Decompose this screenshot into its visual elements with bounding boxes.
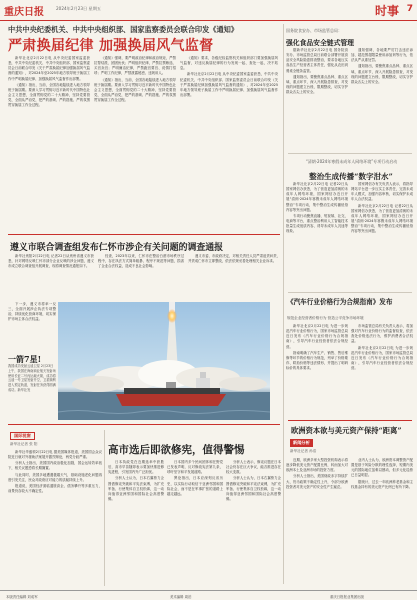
bottom-main-paragraph: 日本执政党在近期选举中获胜后，高市早苗随即表示要加快推进修宪进程，引发国内外广泛担忧。	[108, 460, 164, 475]
right-top-paragraph: 据新华社北京2月22日电 国务院食安办、市场监管总局日前联合部署开展食品安全风险隐患排查整治，要求各地压实食品生产经营者主体责任，强化从农田到餐桌全链条监管。	[286, 48, 348, 73]
lead-column-3	[180, 56, 278, 228]
bottom-main-column-2	[167, 460, 223, 586]
right-third-paragraph: 新华社北京2月22日电 为进一步规范汽车行业价格行为，国家市场监管总局近日发布《汽车行业价格行为合规指南》，引导汽车行业经营者依法合规经营。	[286, 324, 348, 349]
right-bottom-paragraph: 近期，欧洲多家大型投资机构表示将逐步降低美元资产配置比例，转而加大对欧洲本土及亚洲市场的投资力度。	[286, 458, 348, 473]
bottom-main-paragraph: 日本国内多个民间团体和在野党已发表声明，反对修改宪法第九条，呼吁坚守和平发展道路。	[167, 460, 223, 475]
lead-column-2	[94, 56, 176, 228]
mid-headline: 遵义市联合调查组发布仁怀市涉企有关问题的调查通报	[10, 243, 223, 253]
right-second-paragraph: 专项行动聚焦直播、短视频、社交、电商等平台，重点整治利用人工智能技术批量生成低质内容、诱导未成年人沉迷等现象。	[286, 213, 348, 234]
lead-kicker: 中共中央纪委机关、中共中央组织部、国家监察委员会联合印发《通知》	[8, 25, 239, 34]
right-third-subhead: 规范企业经营者价格行为 营造公平竞争市场环境	[287, 316, 364, 320]
right-bottom-paragraph: 业内人士认为，欧洲资本调整资产配置是基于风险分散的理性选择，短期内美元的国际地位虽难以撼动，但多元化趋势已日益明显。	[351, 458, 413, 478]
side-headline: 一箭7星!	[8, 354, 42, 364]
section-rule	[8, 424, 280, 425]
right-top-column-2	[351, 48, 413, 148]
right-second-headline: 整治生成传播“数字泔水”	[309, 172, 393, 181]
bottom-headline: 高市选后即欲修宪，值得警惕	[108, 444, 245, 456]
lead-paragraph: 《通知》要求，各级纪检监察机关和组织部门要加强换届风气监督，对违反换届纪律的行为发现一起、查处一起，决不姑息。	[180, 56, 278, 71]
footer-publisher: 重庆日报报业集团出版	[330, 595, 364, 599]
right-top-paragraph: 通知指出，要聚焦重点品种、重点区域、重点环节，深入开展隐患排查，对发现的问题建立台账、限期整改，切实守护群众舌尖上的安全。	[351, 64, 413, 84]
masthead	[0, 0, 417, 21]
right-second-paragraph: 新华社北京2月22日电 记者22日从国家网信办获悉，为了营造更加清朗的未成年人网络环境，国家网信办近日开展“清朗·2024年寒假未成年人网络环境整治”专项行动，集中整治生成传播低俗内容等突出问题。	[351, 203, 413, 234]
right-top-paragraph: 通知强调，各地要严厉打击违法添加、超范围超限量使用添加剂等行为，依法从严从重处罚。	[351, 48, 413, 63]
right-second-column-2	[351, 182, 413, 288]
brand-name: 重庆日报	[4, 7, 44, 18]
section-rule	[8, 234, 280, 235]
right-bottom-column-2	[351, 458, 413, 586]
lead-paragraph: 《通知》强调，要严明政治纪律和政治规矩，严禁拉帮结派、团团伙伙；严明组织纪律，严禁拉票贿选、买官卖官；严明廉洁纪律，严禁跑官要官、说情打招呼；严明工作纪律，严禁泄露秘密、违规用人。	[94, 56, 176, 76]
right-top-paragraph: 通知指出，要聚焦重点品种、重点区域、重点环节，深入开展隐患排查，对发现的问题建立台账、限期整改，切实守护群众舌尖上的安全。	[286, 74, 348, 95]
rocket-launch-photo	[58, 302, 270, 420]
bottom-left-column	[8, 450, 102, 586]
mid-paragraph: 下一步，遵义市将举一反三，全面开展涉企执法专项整治，持续优化营商环境，切实保护市场主体合法权益。	[8, 302, 56, 322]
page-number: 7	[406, 4, 413, 14]
rocket-launch-illustration	[58, 302, 270, 420]
mid-paragraph: 经查，2023年以来，仁怀市在整治白酒市场秩序过程中，存在执法方式简单粗暴、程序不规范等问题，损害了企业合法权益，造成不良社会影响。	[98, 254, 184, 269]
right-second-paragraph: 国家网信办有关负责人表示，将指导网站平台进一步压实主体责任，完善未成年人模式，加强内容审核，切实保护未成年人合法权益。	[351, 182, 413, 202]
bottom-main-paragraph: 分析人士表示，修宪议题在日本社会仍存在巨大争议，能否推进存在较大变数。	[226, 460, 281, 475]
right-bottom-byline: 新华社记者 孙浩	[290, 449, 317, 453]
page-footer	[0, 590, 417, 600]
section-title: 时事	[374, 4, 399, 18]
right-third-paragraph: 指南明确了汽车生产、销售、售后维修等环节的价格行为规范，列举了价格欺诈、哄抬价格等违法情形，并提出了明码标价的具体要求。	[286, 350, 348, 371]
bottom-left-paragraph: 报道说，美国经济面临通胀高企、债务攀升等多重压力，前景仍存较大不确定性。	[8, 483, 102, 494]
column-divider	[283, 24, 284, 584]
footer-editor: 本版责任编辑 刘成军	[6, 595, 38, 599]
mid-paragraph: 遵义市委、市政府决定，对相关责任人员严肃追责问责，并责成仁怀市立即整改，依法依规妥善处理相关企业诉求。	[188, 254, 280, 264]
mid-column-3	[188, 254, 280, 298]
right-second-column-1	[286, 182, 348, 288]
bottom-main-paragraph: 分析人士认为，日本右翼势力企图借修宪突破和平宪法束缚，为扩充军备、行使集体自卫权松绑，这一动向值得亚洲邻国和国际社会高度警惕。	[108, 476, 164, 502]
mid-column-4	[8, 302, 56, 348]
right-third-column-2	[351, 324, 413, 416]
right-bottom-tag: 新闻分析	[290, 439, 313, 447]
lead-paragraph: 《通知》指出，当前，全国各地陆续进入地方领导班子换届期。要深入学习贯彻习近平新时代中国特色社会主义思想，全面贯彻党的二十大精神，坚持党要管党、全面从严治党，把严的基调、严的措施、严的氛围贯穿换届工作全过程。	[8, 82, 90, 108]
mid-column-1	[8, 254, 94, 298]
right-third-headline: 《汽车行业价格行为合规指南》发布	[287, 298, 393, 306]
right-third-paragraph: 新华社北京2月22日电 为进一步规范汽车行业价格行为，国家市场监管总局近日发布《汽车行业价格行为合规指南》，引导汽车行业经营者依法合规经营。	[351, 345, 413, 371]
right-second-paragraph: 新华社北京2月22日电 记者22日从国家网信办获悉，为了营造更加清朗的未成年人网络环境，国家网信办近日开展“清朗·2024年寒假未成年人网络环境整治”专项行动，集中整治生成传播低俗内容等突出问题。	[286, 182, 348, 212]
right-bottom-paragraph: 据统计，过去一年欧洲养老基金和主权基金持有的美元资产比例已有所下降。	[351, 479, 413, 489]
column-divider	[104, 430, 105, 586]
lead-headline: 严肃换届纪律 加强换届风气监督	[8, 38, 214, 54]
right-bottom-headline: 欧洲资本欲与美元资产保持“距离”	[291, 426, 402, 435]
right-top-headline: 强化食品安全链式管理	[286, 39, 354, 47]
lead-column-1	[8, 56, 90, 228]
right-third-column-1	[286, 324, 348, 416]
footer-designer: 美术编辑 周泊	[170, 595, 192, 599]
bottom-left-tag: 国际视窗	[10, 432, 35, 440]
bottom-left-paragraph: 新华社华盛顿2月22日电 据美国媒体报道，美国国会众议院近日就对外援助法案展开激烈辩论，两党分歧严重。	[8, 450, 102, 460]
bottom-main-paragraph: 分析人士认为，日本右翼势力企图借修宪突破和平宪法束缚，为扩充军备、行使集体自卫权松绑，这一动向值得亚洲邻国和国际社会高度警惕。	[226, 476, 281, 502]
lead-paragraph: 新华社北京2月22日电 从中央纪委国家监委获悉，中共中央纪委机关、中共中央组织部、国家监察委员会日前联合印发《关于严肃换届纪律加强换届风气监督的通知》，对2024年至2025年地方领导班子换届工作中严明换届纪律、加强换届风气监督作出部署。	[8, 56, 90, 81]
right-top-kicker: 国务院食安办、市场监管总局：	[286, 28, 342, 33]
mid-paragraph: 新华社贵阳2月22日电 记者22日从贵州省遵义市获悉，针对网络反映仁怀市部分企业反映的涉企问题，遵义市成立联合调查组开展调查，现将调查情况通报如下。	[8, 254, 94, 269]
issue-date: 2024年2月23日 星期五	[56, 6, 102, 11]
right-divider	[288, 292, 412, 293]
side-caption: 我国成功发射云遥卫星 2月23日上午，我国在海南商业航天发射场使用长征二号丙运载火箭，成功将云遥一号卫星发射升空，卫星顺利进入预定轨道，发射任务获得圆满成功。新华社发	[8, 364, 56, 392]
right-bottom-column-1	[286, 458, 348, 586]
bottom-left-paragraph: 与此同时，美国多地遭遇极端天气，基础设施老化问题再度引发关注，民众对政府应对能力的质疑持续上升。	[8, 472, 102, 482]
bottom-main-column-3	[226, 460, 281, 586]
right-third-paragraph: 市场监管总局有关负责人表示，将加强对汽车行业价格行为的监督检查，依法查处价格违法行为，维护消费者合法权益。	[351, 324, 413, 344]
right-second-kicker: “清朗·2024年寒假未成年人网络环境”专项行动启动	[305, 159, 398, 164]
right-divider	[288, 153, 412, 154]
right-bottom-paragraph: 分析人士指出，美国财政赤字持续扩大、货币政策不确定性上升，令部分欧洲投资者对美元资产的安全性产生疑虑。	[286, 474, 348, 489]
mid-column-2	[98, 254, 184, 298]
section-rule	[288, 420, 412, 421]
bottom-main-column-1	[108, 460, 164, 586]
lead-paragraph: 《通知》指出，当前，全国各地陆续进入地方领导班子换届期。要深入学习贯彻习近平新时代中国特色社会主义思想，全面贯彻党的二十大精神，坚持党要管党、全面从严治党，把严的基调、严的措施、严的氛围贯穿换届工作全过程。	[94, 77, 176, 103]
bottom-left-paragraph: 分析人士指出，美国国内政治极化加剧，国会运转效率低下，相关议题恐将长期搁置。	[8, 461, 102, 471]
right-top-column-1	[286, 48, 348, 148]
bottom-left-byline: 新华社记者 张 阳	[10, 442, 38, 446]
bottom-main-paragraph: 舆论指出，日本应深刻反省历史，以实际行动取信于亚洲邻国和国际社会，而不是在军事扩张的道路上越走越远。	[167, 476, 223, 496]
lead-paragraph: 新华社北京2月22日电 从中央纪委国家监委获悉，中共中央纪委机关、中共中央组织部、国家监察委员会日前联合印发《关于严肃换届纪律加强换届风气监督的通知》，对2024年至2025年地方领导班子换届工作中严明换届纪律、加强换届风气监督作出部署。	[180, 72, 278, 98]
